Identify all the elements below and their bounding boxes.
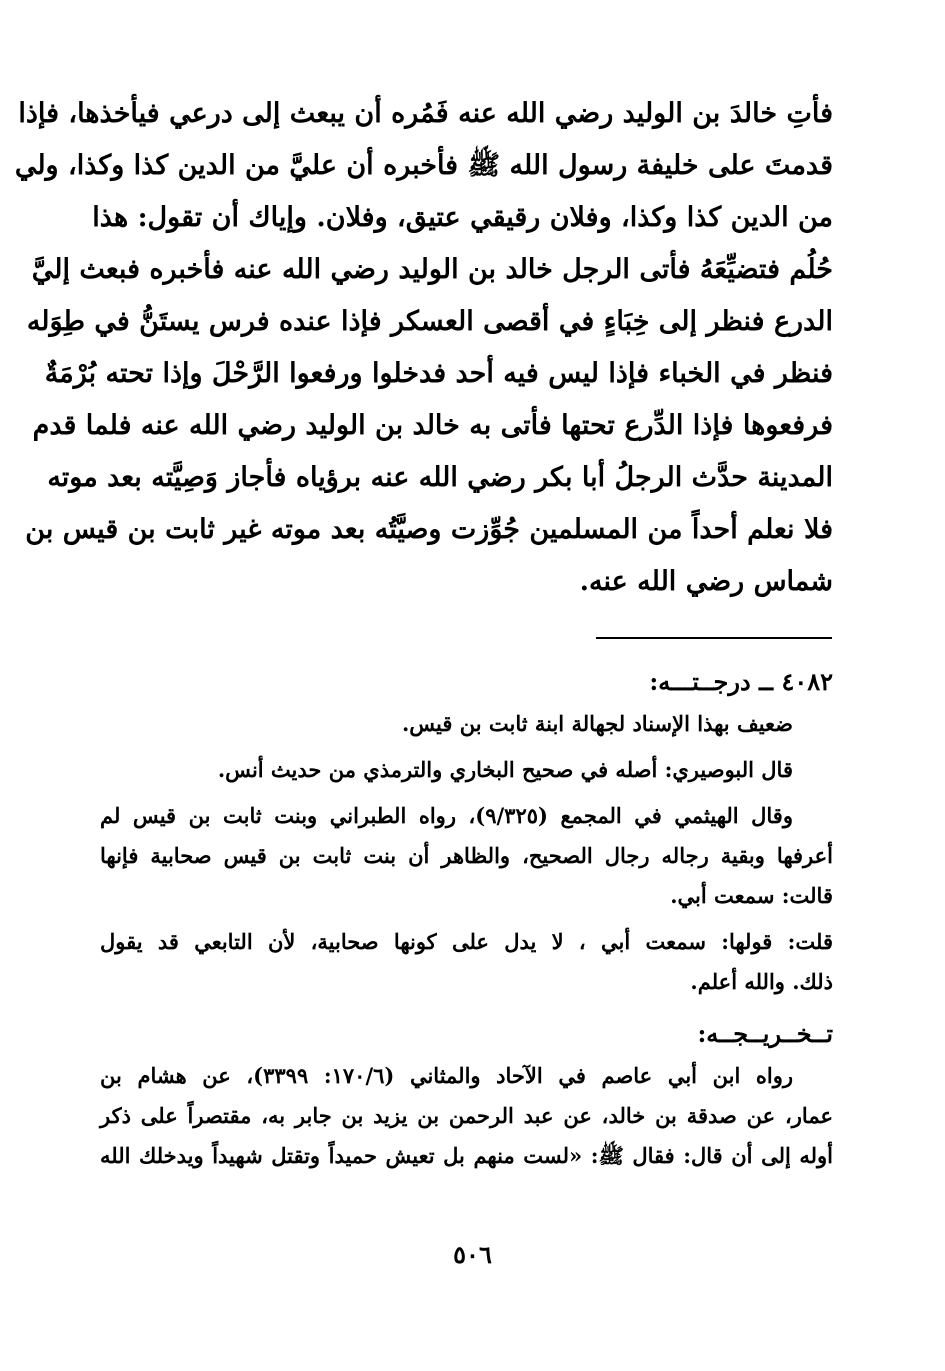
grade-line: ضعيف بهذا الإسناد لجهالة ابنة ثابت بن قيس.	[401, 711, 793, 736]
busiri-line: قال البوصيري: أصله في صحيح البخاري والترمذي من حديث أنس.	[217, 757, 793, 782]
haythami-line: قالت: سمعت أبي.	[670, 883, 833, 908]
takhrij-heading: تــخــريــجــه:	[697, 1019, 833, 1048]
main-text-line: من الدين كذا وكذا، وفلان رقيقي عتيق، وفلان. وإياك أن تقول: هذا	[92, 202, 833, 233]
main-text-line: شماس رضي الله عنه.	[579, 566, 833, 597]
main-text-line: فأتِ خالدَ بن الوليد رضي الله عنه فَمُره أن يبعث إلى درعي فيأخذها، فإذا	[18, 98, 833, 129]
footnote-separator	[596, 637, 832, 639]
comment-line: ذلك. والله أعلم.	[690, 969, 833, 994]
main-text-line: حُلُم فتضيِّعَهُ فأتى الرجل خالد بن الوليد رضي الله عنه فأخبره فبعث إليَّ	[31, 254, 833, 285]
comment-line: قلت: قولها: سمعت أبي ، لا يدل على كونها صحابية، لأن التابعي قد يقول	[100, 929, 833, 954]
page-number: ٥٠٦	[453, 1240, 492, 1269]
takhrij-line: عمار، عن صدقة بن خالد، عن عبد الرحمن بن يزيد بن جابر به، مقتصراً على ذكر	[100, 1103, 833, 1128]
main-text-line: فنظر في الخباء فإذا ليس فيه أحد فدخلوا ورفعوا الرَّحْلَ وإذا تحته بُرْمَةٌ	[44, 358, 833, 389]
main-text-line: الدرع فنظر إلى خِبَاءٍ في أقصى العسكر فإذا عنده فرس يستَنُّ في طِوَله	[26, 306, 833, 337]
haythami-line: وقال الهيثمي في المجمع (٩/٣٢٥)، رواه الطبراني وبنت ثابت بن قيس لم	[100, 803, 793, 828]
takhrij-line: أوله إلى أن قال: فقال ﷺ: «لست منهم بل تعيش حميداً وتقتل شهيداً ويدخلك الله	[100, 1143, 833, 1168]
main-text-line: المدينة حدَّث الرجلُ أبا بكر رضي الله عنه برؤياه فأجاز وَصِيَّته بعد موته	[47, 462, 833, 493]
main-text-line: فرفعوها فإذا الدِّرع تحتها فأتى به خالد بن الوليد رضي الله عنه فلما قدم	[32, 410, 833, 441]
notes-block	[100, 660, 833, 1176]
takhrij-line: رواه ابن أبي عاصم في الآحاد والمثاني (١٧٠/٦: ٣٣٩٩)، عن هشام بن	[100, 1063, 794, 1088]
main-text-line: قدمتَ على خليفة رسول الله ﷺ فأخبره أن عليَّ من الدين كذا وكذا، ولي	[14, 150, 833, 181]
haythami-line: أعرفها وبقية رجاله رجال الصحيح، والظاهر أن بنت ثابت بن قيس صحابية فإنها	[100, 843, 833, 868]
grade-heading: ٤٠٨٢ ــ درجــتـــه:	[649, 667, 833, 696]
main-text-block	[14, 88, 833, 608]
main-text-line: فلا نعلم أحداً من المسلمين جُوِّزت وصيَّتُه بعد موته غير ثابت بن قيس بن	[25, 514, 833, 545]
